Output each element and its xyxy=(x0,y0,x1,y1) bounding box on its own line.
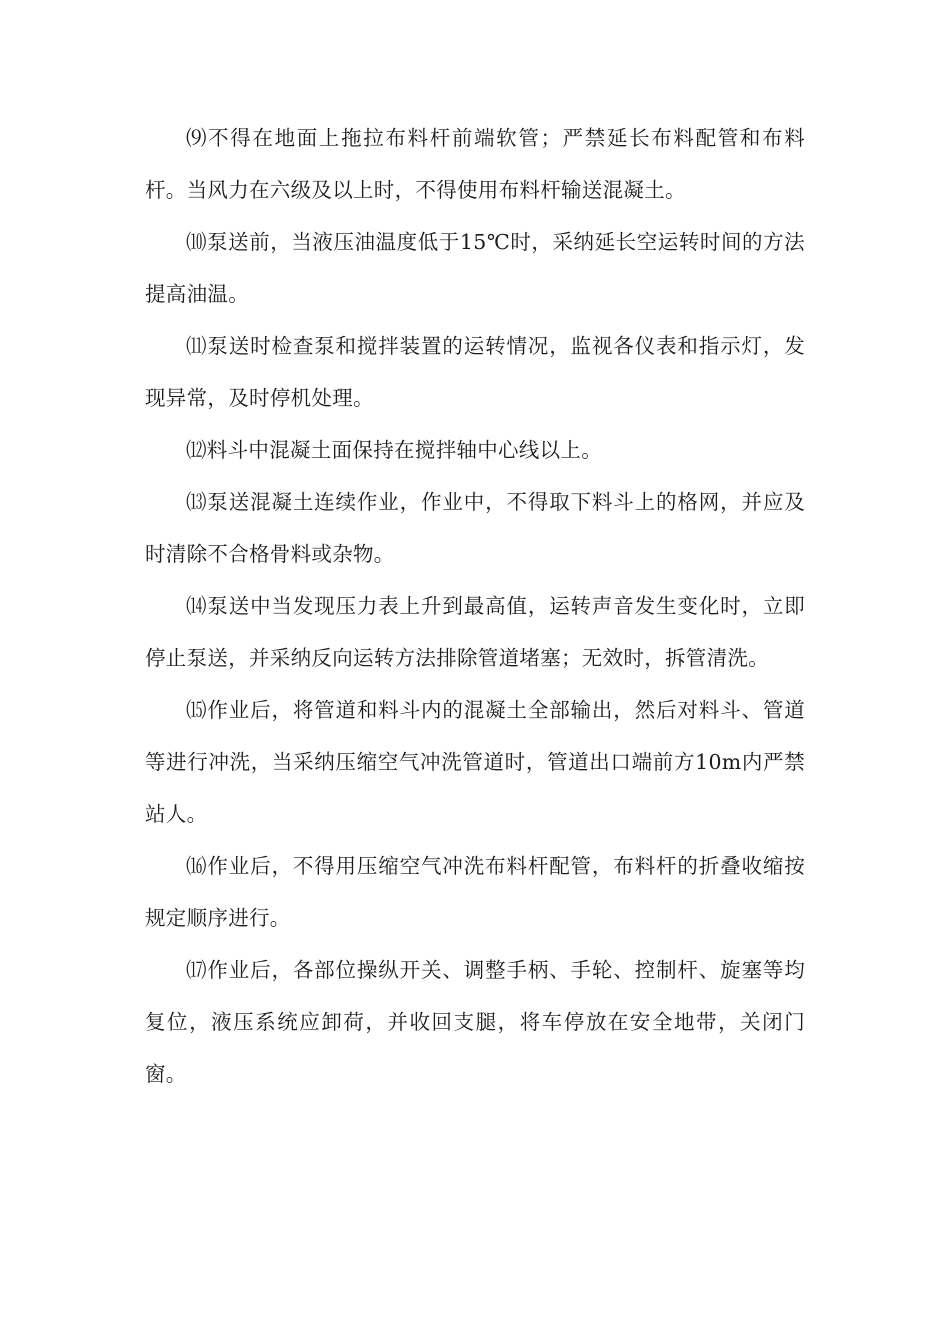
paragraph-item-15: ⒂作业后，将管道和料斗内的混凝土全部输出，然后对料斗、管道等进行冲洗，当采纳压缩空气冲洗管道时，管道出口端前方10m内严禁站人。 xyxy=(145,698,805,826)
paragraph-item-11: ⑾泵送时检查泵和搅拌装置的运转情况，监视各仪表和指示灯，发现异常，及时停机处理。 xyxy=(145,334,805,410)
paragraph-item-17: ⒄作业后，各部位操纵开关、调整手柄、手轮、控制杆、旋塞等均复位，液压系统应卸荷，并收回支腿，将车停放在安全地带，关闭门窗。 xyxy=(145,958,805,1086)
paragraph-item-14: ⒁泵送中当发现压力表上升到最高值，运转声音发生变化时，立即停止泵送，并采纳反向运转方法排除管道堵塞；无效时，拆管清洗。 xyxy=(145,594,805,670)
paragraph-item-9: ⑼不得在地面上拖拉布料杆前端软管；严禁延长布料配管和布料杆。当风力在六级及以上时，不得使用布料杆输送混凝土。 xyxy=(145,126,805,202)
paragraph-item-16: ⒃作业后，不得用压缩空气冲洗布料杆配管，布料杆的折叠收缩按规定顺序进行。 xyxy=(145,854,805,930)
paragraph-item-12: ⑿料斗中混凝土面保持在搅拌轴中心线以上。 xyxy=(186,438,602,462)
paragraph-item-13: ⒀泵送混凝土连续作业，作业中，不得取下料斗上的格网，并应及时清除不合格骨料或杂物。 xyxy=(145,490,805,566)
paragraph-item-10: ⑽泵送前，当液压油温度低于15℃时，采纳延长空运转时间的方法提高油温。 xyxy=(145,230,805,306)
document-body xyxy=(145,112,805,1100)
